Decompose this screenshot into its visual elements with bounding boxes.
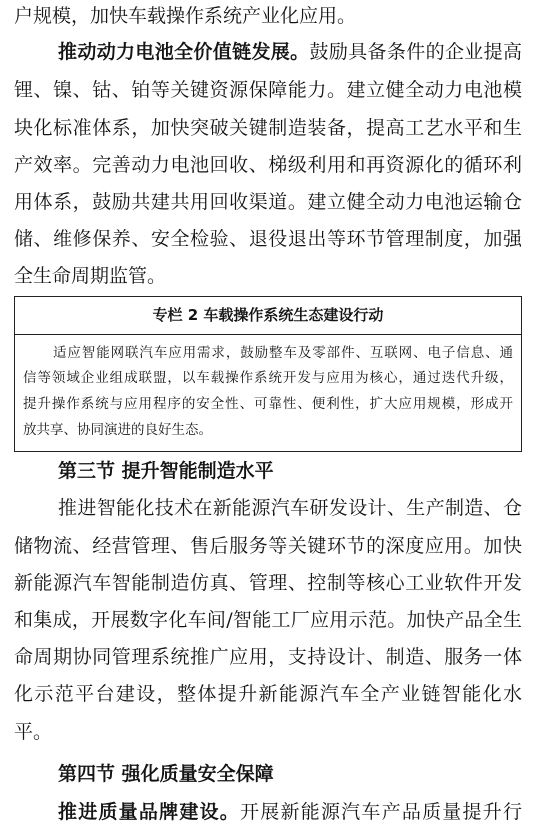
paragraph-line: 块化标准体系，加快突破关键制造装备，提高工艺水平和生 bbox=[14, 117, 522, 139]
paragraph-line: 平。 bbox=[14, 721, 53, 743]
paragraph-line: 推进智能化技术在新能源汽车研发设计、生产制造、仓 bbox=[58, 497, 522, 519]
box-text-line: 提升操作系统与应用程序的安全性、可靠性、便利性，扩大应用规模，形成开 bbox=[23, 396, 513, 412]
paragraph-line: 产效率。完善动力电池回收、梯级利用和再资源化的循环利 bbox=[14, 154, 522, 176]
special-column-box bbox=[14, 296, 522, 452]
section-heading: 第四节 强化质量安全保障 bbox=[58, 763, 274, 785]
paragraph-line: 命周期协同管理系统推广应用，支持设计、制造、服务一体 bbox=[14, 646, 522, 668]
section4-lead: 推进质量品牌建设。 bbox=[58, 801, 241, 823]
section4-first-line-rest: 开展新能源汽车产品质量提升行 bbox=[240, 801, 522, 823]
special-column-title: 专栏 2 车载操作系统生态建设行动 bbox=[15, 297, 521, 335]
box-text-line: 适应智能网联汽车应用需求，鼓励整车及零部件、互联网、电子信息、通 bbox=[53, 345, 513, 361]
battery-paragraph-first-line-rest: 鼓励具备条件的企业提高 bbox=[309, 41, 522, 63]
section4-first-line bbox=[58, 800, 522, 824]
box-text-line: 放共享、协同演进的良好生态。 bbox=[23, 422, 212, 438]
paragraph-line: 新能源汽车智能制造仿真、管理、控制等核心工业软件开发 bbox=[14, 572, 522, 594]
paragraph-line: 全生命周期监管。 bbox=[14, 265, 167, 287]
battery-paragraph-lead: 推动动力电池全价值链发展。 bbox=[58, 41, 310, 63]
section-heading: 第三节 提升智能制造水平 bbox=[58, 460, 274, 482]
paragraph-line: 储物流、经营管理、售后服务等关键环节的深度应用。加快 bbox=[14, 535, 522, 557]
paragraph-line: 户规模，加快车载操作系统产业化应用。 bbox=[14, 5, 357, 27]
paragraph-line: 锂、镍、钴、铂等关键资源保障能力。建立健全动力电池模 bbox=[14, 79, 522, 101]
paragraph-line: 储、维修保养、安全检验、退役退出等环节管理制度，加强 bbox=[14, 228, 522, 250]
box-text-line: 信等领域企业组成联盟，以车载操作系统开发与应用为核心，通过迭代升级， bbox=[23, 370, 513, 386]
paragraph-line: 和集成，开展数字化车间/智能工厂应用示范。加快产品全生 bbox=[14, 609, 522, 631]
paragraph-line: 用体系，鼓励共建共用回收渠道。建立健全动力电池运输仓 bbox=[14, 191, 522, 213]
paragraph-line: 化示范平台建设，整体提升新能源汽车全产业链智能化水 bbox=[14, 683, 522, 705]
battery-paragraph-first-line bbox=[58, 40, 522, 64]
